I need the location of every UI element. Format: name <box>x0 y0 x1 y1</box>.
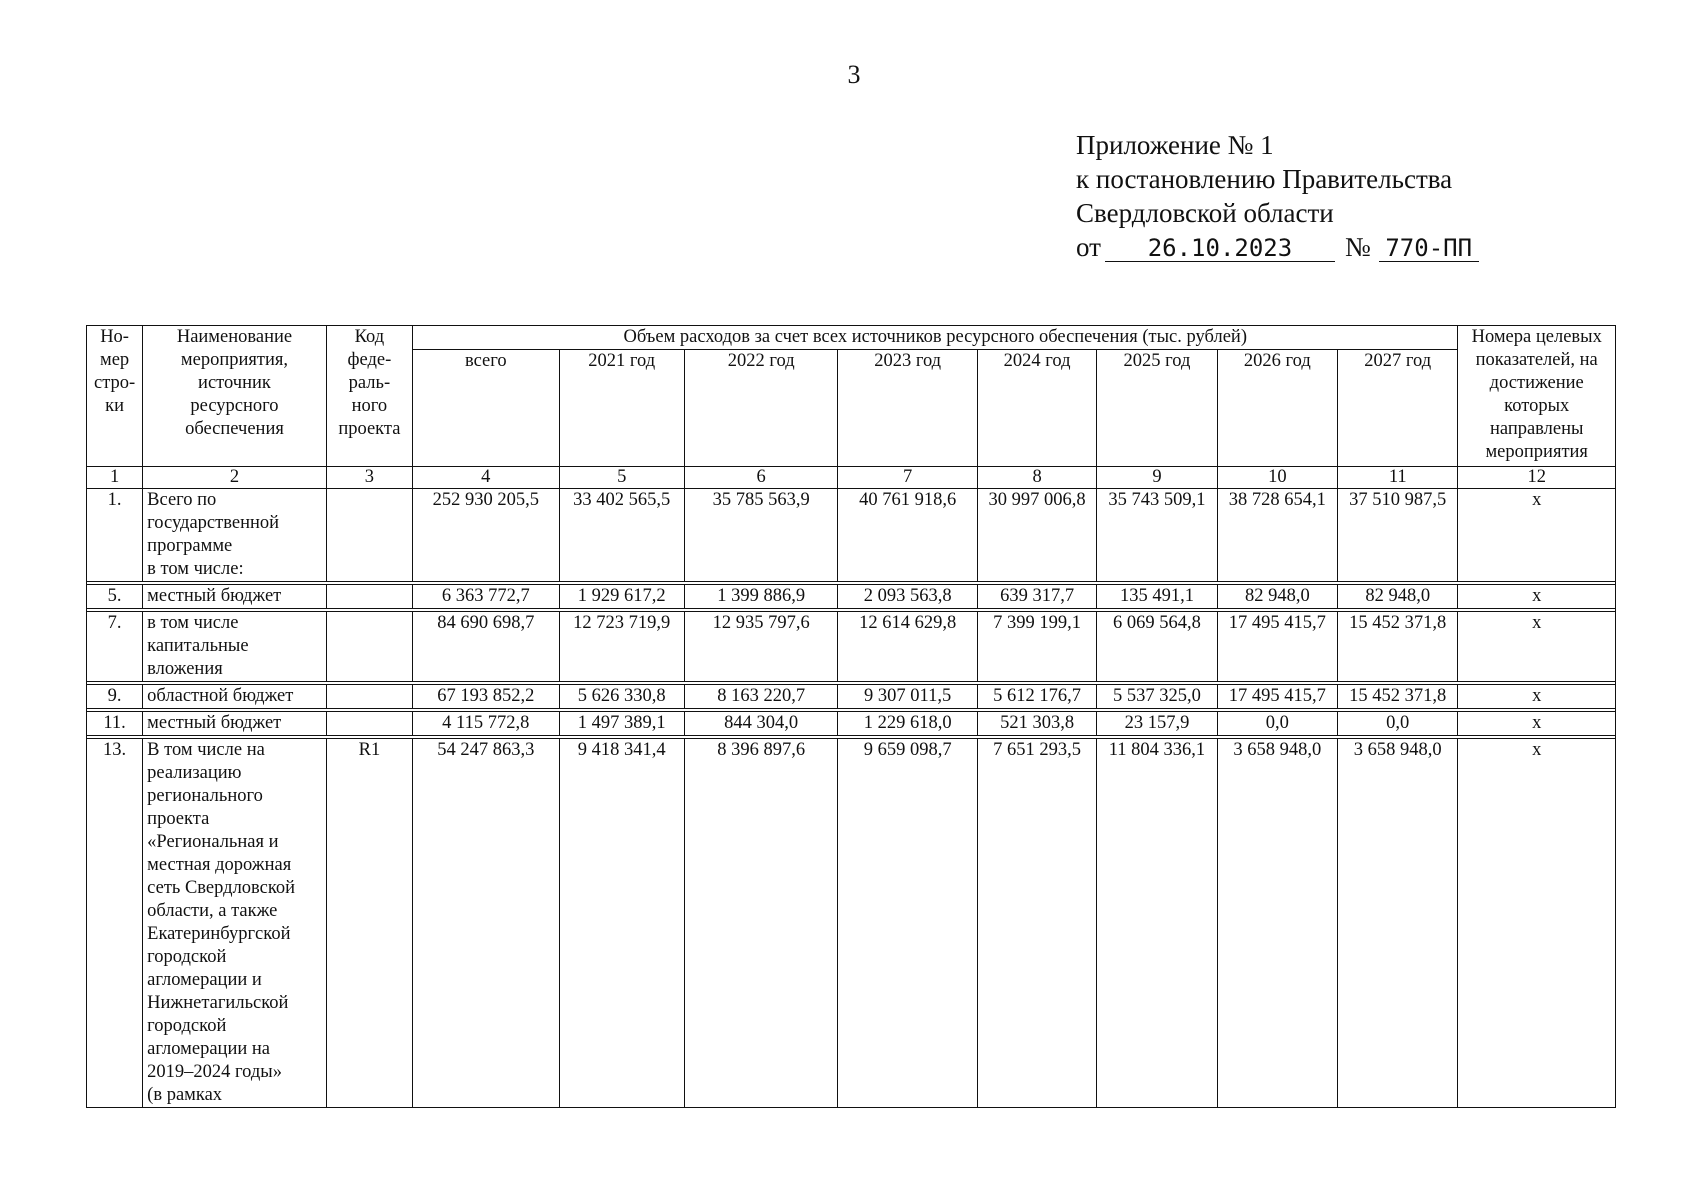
header-row-number-text: Но- мер стро- ки <box>93 327 136 416</box>
header-year: 2026 год <box>1217 350 1337 467</box>
row-value-cell: 8 396 897,6 <box>684 739 838 1108</box>
row-value-cell: 35 743 509,1 <box>1097 489 1217 582</box>
table-row <box>87 612 1616 682</box>
row-code-cell: R1 <box>326 739 412 1108</box>
column-number-cell: 6 <box>684 467 838 489</box>
row-value-cell: 67 193 852,2 <box>413 685 559 709</box>
row-value-cell: 82 948,0 <box>1338 585 1458 609</box>
row-value-cell: 7 651 293,5 <box>977 739 1096 1108</box>
row-value-cell: 15 452 371,8 <box>1338 685 1458 709</box>
row-value-cell: 9 418 341,4 <box>559 739 684 1108</box>
row-number-cell: 11. <box>87 712 143 736</box>
row-value-cell: 1 229 618,0 <box>838 712 977 736</box>
header-total: всего <box>413 350 559 467</box>
column-number-cell: 10 <box>1217 467 1337 489</box>
row-code-cell <box>326 612 412 682</box>
column-number-cell: 5 <box>559 467 684 489</box>
row-name-cell: областной бюджет <box>143 685 327 709</box>
row-name-cell: Всего по государственной программе в том числе: <box>143 489 327 582</box>
appendix-resolution-line: к постановлению Правительства <box>1076 164 1453 194</box>
row-value-cell: 12 614 629,8 <box>838 612 977 682</box>
row-value-cell: 17 495 415,7 <box>1217 612 1337 682</box>
row-value-cell: 37 510 987,5 <box>1338 489 1458 582</box>
row-code-cell <box>326 585 412 609</box>
page-number: 3 <box>847 60 861 89</box>
row-value-cell: 4 115 772,8 <box>413 712 559 736</box>
header-row-number <box>87 326 143 467</box>
row-value-cell: 252 930 205,5 <box>413 489 559 582</box>
row-value-cell: 5 626 330,8 <box>559 685 684 709</box>
row-value-cell: 12 935 797,6 <box>684 612 838 682</box>
table-row <box>87 712 1616 736</box>
row-number-cell: 9. <box>87 685 143 709</box>
resolution-date: 26.10.2023 <box>1105 235 1335 262</box>
row-value-cell: 38 728 654,1 <box>1217 489 1337 582</box>
table-row <box>87 739 1616 1108</box>
row-value-cell: 15 452 371,8 <box>1338 612 1458 682</box>
row-value-cell: 521 303,8 <box>977 712 1096 736</box>
row-value-cell: 40 761 918,6 <box>838 489 977 582</box>
row-value-cell: 1 929 617,2 <box>559 585 684 609</box>
row-number-cell: 7. <box>87 612 143 682</box>
row-targets-cell: x <box>1458 612 1616 682</box>
row-code-cell <box>326 489 412 582</box>
row-value-cell: 6 069 564,8 <box>1097 612 1217 682</box>
table-body <box>87 326 1616 1108</box>
column-number-cell: 8 <box>977 467 1096 489</box>
row-value-cell: 5 537 325,0 <box>1097 685 1217 709</box>
row-name-cell: В том числе на реализацию регионального проекта «Региональная и местная дорожная сеть Свердловской области, а также Екатеринбургской городской агломерации и Нижнетагильской городской агломерации на 2019–2024 годы» (в рамках <box>143 739 327 1108</box>
number-label: № <box>1344 232 1371 262</box>
header-year: 2024 год <box>977 350 1096 467</box>
row-value-cell: 2 093 563,8 <box>838 585 977 609</box>
row-name-cell: местный бюджет <box>143 585 327 609</box>
row-value-cell: 0,0 <box>1217 712 1337 736</box>
row-number-cell: 5. <box>87 585 143 609</box>
column-numbers-row <box>87 467 1616 489</box>
row-number-cell: 1. <box>87 489 143 582</box>
row-value-cell: 3 658 948,0 <box>1217 739 1337 1108</box>
column-number-cell: 11 <box>1338 467 1458 489</box>
row-name-cell: местный бюджет <box>143 712 327 736</box>
row-targets-cell: x <box>1458 712 1616 736</box>
header-code-text: Код феде- раль- ного проекта <box>338 327 401 439</box>
column-number-cell: 2 <box>143 467 327 489</box>
row-value-cell: 30 997 006,8 <box>977 489 1096 582</box>
column-number-cell: 1 <box>87 467 143 489</box>
row-targets-cell: x <box>1458 739 1616 1108</box>
row-code-cell <box>326 712 412 736</box>
header-year: 2022 год <box>684 350 838 467</box>
header-year: 2021 год <box>559 350 684 467</box>
table-row <box>87 585 1616 609</box>
row-value-cell: 12 723 719,9 <box>559 612 684 682</box>
column-number-cell: 9 <box>1097 467 1217 489</box>
column-number-cell: 4 <box>413 467 559 489</box>
row-name-cell: в том числе капитальные вложения <box>143 612 327 682</box>
header-volume: Объем расходов за счет всех источников ресурсного обеспечения (тыс. рублей) <box>413 326 1458 350</box>
row-value-cell: 3 658 948,0 <box>1338 739 1458 1108</box>
row-value-cell: 11 804 336,1 <box>1097 739 1217 1108</box>
row-value-cell: 35 785 563,9 <box>684 489 838 582</box>
row-value-cell: 5 612 176,7 <box>977 685 1096 709</box>
appendix-region-line: Свердловской области <box>1076 198 1334 228</box>
row-value-cell: 135 491,1 <box>1097 585 1217 609</box>
appendix-header <box>1076 128 1536 264</box>
appendix-title: Приложение № 1 <box>1076 130 1274 160</box>
row-value-cell: 84 690 698,7 <box>413 612 559 682</box>
from-label: от <box>1076 232 1101 262</box>
row-value-cell: 33 402 565,5 <box>559 489 684 582</box>
table-row <box>87 489 1616 582</box>
resolution-number: 770-ПП <box>1379 235 1479 262</box>
row-value-cell: 54 247 863,3 <box>413 739 559 1108</box>
header-targets <box>1458 326 1616 467</box>
table-row <box>87 685 1616 709</box>
column-number-cell: 12 <box>1458 467 1616 489</box>
column-number-cell: 3 <box>326 467 412 489</box>
row-code-cell <box>326 685 412 709</box>
header-year: 2023 год <box>838 350 977 467</box>
row-value-cell: 0,0 <box>1338 712 1458 736</box>
row-value-cell: 639 317,7 <box>977 585 1096 609</box>
row-value-cell: 9 307 011,5 <box>838 685 977 709</box>
row-targets-cell: x <box>1458 685 1616 709</box>
header-year: 2027 год <box>1338 350 1458 467</box>
row-targets-cell: x <box>1458 489 1616 582</box>
row-value-cell: 82 948,0 <box>1217 585 1337 609</box>
header-row <box>87 326 1616 350</box>
row-value-cell: 7 399 199,1 <box>977 612 1096 682</box>
row-value-cell: 9 659 098,7 <box>838 739 977 1108</box>
row-value-cell: 844 304,0 <box>684 712 838 736</box>
row-number-cell: 13. <box>87 739 143 1108</box>
row-value-cell: 17 495 415,7 <box>1217 685 1337 709</box>
header-name-text: Наименование мероприятия, источник ресурсного обеспечения <box>176 327 293 439</box>
row-value-cell: 6 363 772,7 <box>413 585 559 609</box>
appendix-date-number-line <box>1076 230 1536 264</box>
row-targets-cell: x <box>1458 585 1616 609</box>
resource-table <box>86 325 1616 1108</box>
header-name <box>143 326 327 467</box>
header-targets-text: Номера целевых показателей, на достижение которых направлены мероприятия <box>1471 327 1602 462</box>
row-value-cell: 1 399 886,9 <box>684 585 838 609</box>
row-value-cell: 23 157,9 <box>1097 712 1217 736</box>
column-number-cell: 7 <box>838 467 977 489</box>
row-value-cell: 1 497 389,1 <box>559 712 684 736</box>
row-value-cell: 8 163 220,7 <box>684 685 838 709</box>
header-code <box>326 326 412 467</box>
header-year: 2025 год <box>1097 350 1217 467</box>
